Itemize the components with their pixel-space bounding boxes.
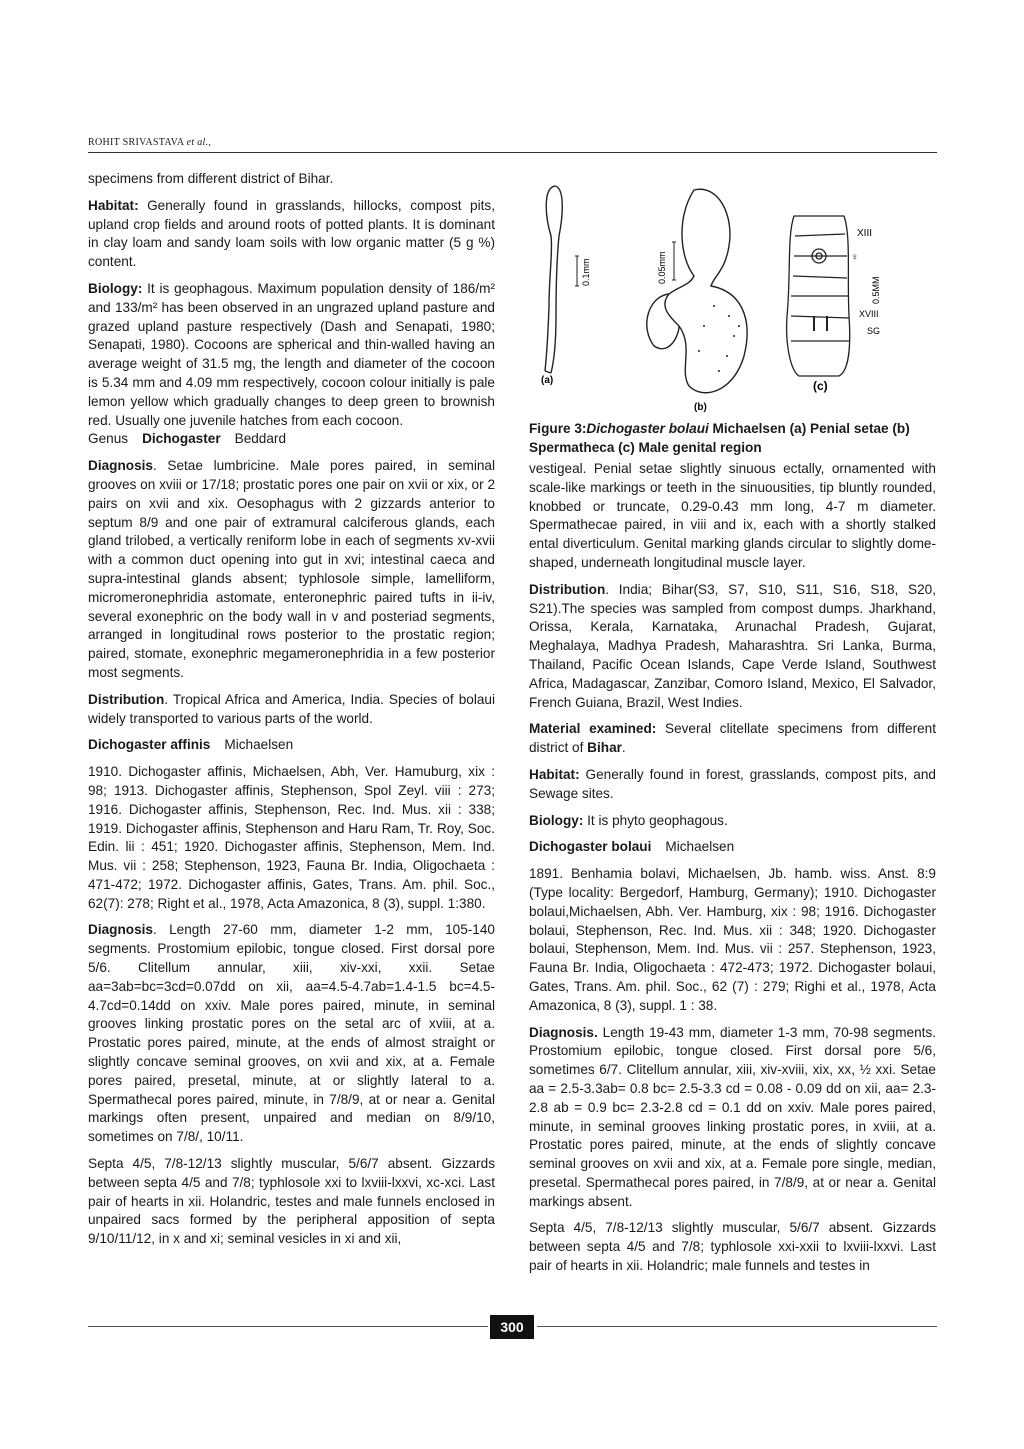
biology-right-text: It is phyto geophagous. — [583, 812, 728, 828]
female-symbol: ♀ — [851, 252, 859, 263]
right-column — [529, 460, 936, 1284]
spermatheca-drawing — [647, 189, 747, 392]
affinis-references: 1910. Dichogaster affinis, Michaelsen, Abh, Ver. Hamuburg, xix : 98; 1913. Dichogaster affinis, Stephenson, Spol Zeyl. viii : 273; 1916. Dichogaster affinis, Stephenson, Rec. Ind. Mus. xii : 338; 1919. Dichogaster affinis, Stephenson and Haru Ram, Tr. Roy, Soc. Edin. lii : 451; 1920. Dichogaster affinis, Stephenson, Mem. Ind. Mus. vii : 258; Stephenson, 1923, Fauna Br. India, Oligochaeta : 471-472; 1972. Dichogaster affinis, Gates, Trans. Am. phil. Soc., 62(7): 278; Right et al., 1978, Acta Amazonica, 8 (3), suppl. 1:380. — [88, 764, 495, 911]
genus-name: Dichogaster — [142, 431, 221, 447]
biology-right-label: Biology: — [529, 812, 584, 828]
material-label: Material examined: — [529, 721, 657, 737]
paragraph-septa-bolaui: Septa 4/5, 7/8-12/13 slightly muscular, 5/6/7 absent. Gizzards between septa 4/5 and 7/8; typhlosole xxi-xxii to lxviii-lxxvi. Last pair of hearts in xii. Holandric; male funnels and testes in — [529, 1220, 936, 1274]
paragraph-biology — [88, 280, 495, 430]
diag-bolaui-label: Diagnosis. — [529, 1024, 598, 1040]
footer-rule-left — [88, 1326, 488, 1327]
paragraph-diagnosis-bolaui — [529, 1024, 936, 1212]
running-header — [88, 137, 211, 148]
caption-rest: Michaelsen (a) Penial setae (b) Spermatheca (c) Male genital region — [529, 421, 910, 455]
dist-text: . India; Bihar(S3, S7, S10, S11, S16, S18, S20, S21).The species was sampled from compost dumps. Jharkhand, Orissa, Kerala, Karnataka, Arunachal Pradesh, Gujarat, Meghalaya, Madhya Pradesh, Maharashtra. Sri Lanka, Burma, Thailand, Pacific Ocean Islands, Cape Verde Island, Southwest Africa, Madagascar, Zanzibar, Comoro Island, Mexico, El Salvador, French Guiana, Brazil, West Indies. — [529, 581, 936, 710]
paragraph-biology-right — [529, 812, 936, 831]
left-column — [88, 170, 495, 1257]
label-c: (c) — [813, 379, 828, 393]
material-end: . — [621, 740, 626, 756]
figure-caption — [529, 420, 937, 458]
paragraph-distribution — [88, 691, 495, 729]
header-rule — [88, 152, 937, 153]
caption-species: Dichogaster bolaui — [586, 421, 709, 436]
footer-rule-right — [537, 1326, 937, 1327]
genital-region-drawing — [787, 216, 850, 376]
paragraph-specimens: specimens from different district of Bihar. — [88, 171, 334, 186]
diagnosis-label: Diagnosis — [88, 458, 153, 474]
genus-line — [88, 430, 495, 449]
diagnosis-text: . Setae lumbricine. Male pores paired, in seminal grooves on xviii or 17/18; prostatic pores one pair on xvii or xix, or 2 pairs on xvii and xix. Oesophagus with 2 gizzards anterior to septum 8/9 and one pair of extramural calciferous glands, each gland trilobed, a vertically reniform lobe in each of segments xv-xvii with a common duct opening into gut in xvi; intestinal caeca and supra-intestinal glands absent; typhlosole simple, lamelliform, micromeronephridia astomate, enteronephric paired tufts in ii-iv, several exonephric on the body wall in v and posteriad segments, arranged in longitudinal rows posterior to the prostatic region; paired, stomate, exonephric megameronephridia in a few posterior most segments. — [88, 458, 495, 680]
affinis-heading — [88, 736, 495, 755]
header-author: ROHIT SRIVASTAVA — [88, 137, 184, 148]
scale-c: 0.5MM — [871, 276, 881, 304]
label-b: (b) — [694, 402, 707, 413]
paragraph-habitat — [88, 197, 495, 272]
dist-label: Distribution — [529, 581, 606, 597]
figure-3-drawing — [529, 176, 937, 414]
habitat-label: Habitat: — [88, 197, 139, 213]
paragraph-distribution-right — [529, 581, 936, 713]
caption-prefix: Figure 3: — [529, 421, 587, 436]
habitat-right-text: Generally found in forest, grasslands, compost pits, and Sewage sites. — [529, 766, 936, 801]
seg-sg: SG — [867, 326, 881, 336]
diagnosis2-label: Diagnosis — [88, 922, 153, 938]
habitat-text: Generally found in grasslands, hillocks, compost pits, upland crop fields and around roots of potted plants. It is dominant in clay loam and sandy loam soils with low organic matter (5 g %) content. — [88, 197, 495, 270]
material-text: Several clitellate specimens from different district of — [529, 721, 937, 756]
label-a: (a) — [541, 375, 554, 386]
paragraph-diagnosis — [88, 457, 495, 683]
scale-b: 0.05mm — [657, 251, 667, 284]
seg-xiii: XIII — [857, 228, 873, 239]
genus-author: Beddard — [234, 431, 287, 447]
paragraph-habitat-right — [529, 766, 936, 804]
paragraph-diagnosis-affinis — [88, 921, 495, 1147]
paragraph-penial: vestigeal. Penial setae slightly sinuous ectally, ornamented with scale-like markings or teeth in the sinuousities, tip bluntly rounded, knobbed or truncate, 0.29-0.43 mm long, 4-7 m diameter. Spermathecae paired, in viii and ix, each with a shortly stalked ental diverticulum. Genital marking glands circular to slightly dome-shaped, underneath longitudinal muscle layer. — [529, 461, 936, 570]
distribution-label: Distribution — [88, 691, 165, 707]
bolaui-references: 1891. Benhamia bolavi, Michaelsen, Jb. hamb. wiss. Anst. 8:9 (Type locality: Bergedorf, Hamburg, Germany); 1910. Dichogaster bolaui,Michaelsen, Abh. Ver. Hamburg, xix : 98; 1916. Dichogaster bolaui, Stephenson, Rec. Ind. Mus. xii : 348; 1920. Dichogaster bolaui, Stephenson, Mem. Ind. Mus. vii : 257. Stephenson, 1923, Fauna Br. India, Oligochaeta : 472-473; 1972. Dichogaster bolaui, Gates, Trans. Am. phil. Soc., 62 (7) : 279; Righi et al., 1978, Acta Amazonica, 8 (3), suppl. 1 : 38. — [529, 866, 936, 1013]
distribution-text: . Tropical Africa and America, India. Species of bolaui widely transported to various parts of the world. — [88, 691, 495, 726]
header-etal: et al., — [186, 137, 212, 148]
bolaui-author: Michaelsen — [665, 839, 735, 855]
page-number: 300 — [490, 1315, 534, 1339]
habitat-right-label: Habitat: — [529, 766, 580, 782]
affinis-author: Michaelsen — [224, 737, 294, 753]
material-bold: Bihar — [587, 740, 622, 756]
diag-bolaui-text: Length 19-43 mm, diameter 1-3 mm, 70-98 segments. Prostomium epilobic, tongue closed. First dorsal pore 5/6, sometimes 6/7. Clitellum annular, xiii, xiv-xviii, xix, xx, ½ xxi. Setae aa = 2.5-3.3ab= 0.8 bc= 2.5-3.3 cd = 0.08 - 0.09 dd on xii, aa= 2.3-2.8 ab = 0.9 bc= 2.3-2.8 cd = 0.1 dd on xxiv. Male pores paired, minute, in seminal grooves linking prostatic pores, in xviii, at a. Prostatic pores paired, minute, at the ends of slightly concave seminal grooves on xvii and xix, at a. Female pore single, median, presetal. Spermathecal pores paired, in 7/8/9, at or near a. Genital markings absent. — [529, 1024, 936, 1209]
bolaui-name: Dichogaster bolaui — [529, 839, 652, 855]
paragraph-material — [529, 720, 936, 758]
paragraph-septa-affinis: Septa 4/5, 7/8-12/13 slightly muscular, 5/6/7 absent. Gizzards between septa 4/5 and 7/8; typhlosole xxi to lxviii-lxxvi, xc-xci. Last pair of hearts in xii. Holandric, testes and male funnels enclosed in unpaired sacs formed by the peripheral apposition of septa 9/10/11/12, in x and xi; seminal vesicles in xi and xii, — [88, 1156, 495, 1247]
seg-xviii: XVIII — [859, 309, 879, 319]
biology-text: It is geophagous. Maximum population density of 186/m² and 133/m² has been observed in an ungrazed upland pasture and grazed upland pasture respectively (Dash and Senapati, 1980; Senapati, 1980). Cocoons are spherical and thin-walled having an average weight of 31.5 mg, the length and diameter of the cocoon is 5.34 mm and 4.09 mm respectively, cocoon colour initially is pale lemon yellow which gradually changes to deep green to brownish red. Usually one juvenile hatches from each cocoon. — [88, 280, 495, 428]
diagnosis2-text: . Length 27-60 mm, diameter 1-2 mm, 105-140 segments. Prostomium epilobic, tongue closed. First dorsal pore 5/6. Clitellum annular, xiii, xiv-xxi, xxii. Setae aa=3ab=bc=3cd=0.07dd on xii, aa=4.5-4.7ab=1.4-1.5 bc=4.5-4.7cd=0.14dd on xxiv. Male pores paired, minute, in seminal grooves linking prostatic pores on the setal arc of xviii, at a. Prostatic pores paired, minute, at the ends of almost straight or slightly concave seminal grooves, on xvii and xix, at a. Female pores paired, presetal, minute, at or slightly lateral to a. Spermathecal pores paired, minute, in 7/8/9, at or near a. Genital markings often present, unpaired and median on 8/9/10, sometimes on 7/8/, 10/11. — [88, 922, 495, 1145]
penial-seta-drawing — [545, 186, 579, 373]
genus-label: Genus — [88, 431, 129, 447]
biology-label: Biology: — [88, 280, 143, 296]
affinis-name: Dichogaster affinis — [88, 737, 211, 753]
bolaui-heading — [529, 838, 936, 857]
scale-a: 0.1mm — [581, 258, 591, 286]
spermatheca-dots — [698, 305, 740, 372]
